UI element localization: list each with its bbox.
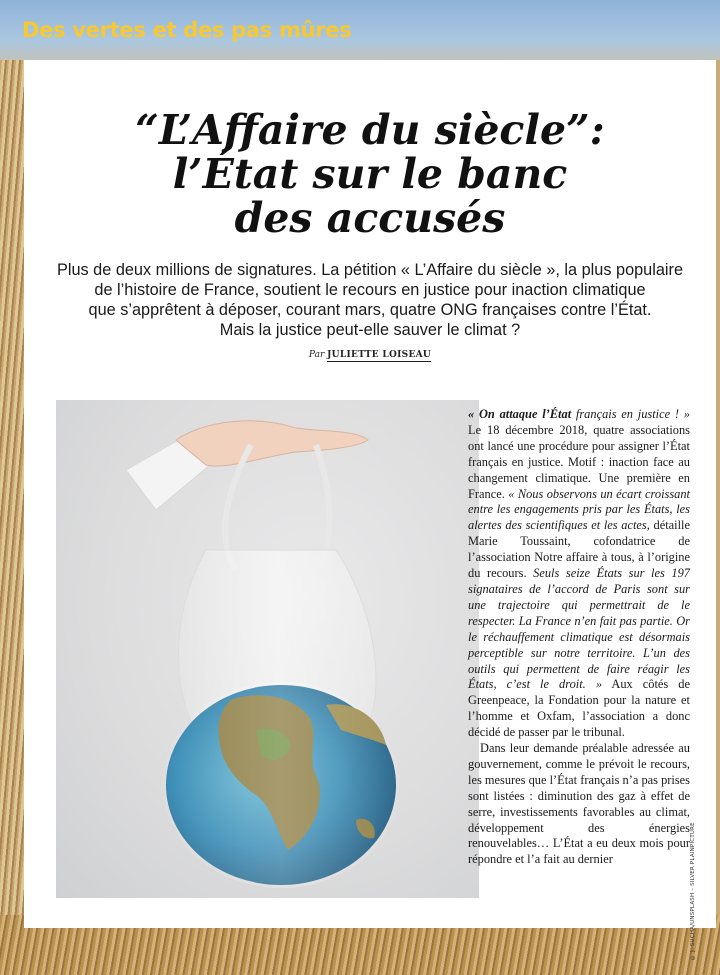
standfirst-line-3: que s’apprêtent à déposer, courant mars, quatre ONG françaises contre l’État.: [88, 301, 652, 319]
paragraph-1: [468, 407, 690, 741]
background-wheat-field-left: [0, 60, 24, 915]
paragraph-1-quote-1: « Nous observons un écart croissant entre les engagements pris par les États, les alertes des scientifiques et les actes,: [468, 486, 690, 533]
headline: [24, 108, 716, 240]
byline-prefix: Par: [308, 350, 325, 360]
paragraph-1-part-b: Le 18 décembre 2018, quatre associations ont lancé une procédure pour assigner l’État français en justice. Motif : inaction face au changement climatique. Une première en France.: [468, 422, 690, 501]
standfirst: [44, 260, 696, 340]
article-photo: [56, 400, 479, 898]
paragraph-2: Dans leur demande préalable adressée au gouvernement, comme le prévoit le recours, les mesures que l’État français n’a pas prises sont listées : diminution des gaz à effet de serre, investissements favorables au climat, développement des énergies renouvelables… L’État a eu deux mois pour répondre et l’a fait au dernier: [468, 741, 690, 867]
photo-credit: © J. SUCHA/UNSPLASH – SILVER PLAINPICTURE: [690, 822, 696, 960]
standfirst-line-4: Mais la justice peut-elle sauver le climat ?: [219, 321, 521, 339]
headline-line-1: “L’Affaire du siècle”:: [135, 106, 605, 154]
paragraph-1-lead: « On attaque l’État: [468, 407, 572, 421]
background-wheat-field-right: [716, 60, 720, 915]
paragraph-1-lead-end: français en justice ! »: [571, 407, 690, 421]
article-body: [468, 407, 690, 868]
standfirst-line-1: Plus de deux millions de signatures. La pétition « L’Affaire du siècle », la plus populaire: [56, 261, 683, 279]
paragraph-1-part-f: Aux côtés de Greenpeace, la Fondation pour la nature et l’homme et Oxfam, l’association a donc décidé de passer par le tribunal.: [468, 677, 690, 740]
hand-holding-bag-with-globe-image: [56, 400, 479, 898]
paragraph-1-part-d: détaille Marie Toussaint, cofondatrice de l’association Notre affaire à tous, à l’origine du recours.: [468, 518, 691, 581]
byline: [24, 350, 716, 360]
byline-author: JULIETTE LOISEAU: [327, 350, 432, 360]
paragraph-1-quote-2: Seuls seize États sur les 197 signataires de l’accord de Paris sont sur une trajectoire qui permettrait de le respecter. La France n’en fait pas partie. Or le réchauffement climatique est désormais perceptible sur notre territoire. L’un des outils qui permettent de faire réagir les États, c’est le droit. »: [468, 566, 690, 692]
section-rubric: Des vertes et des pas mûres: [22, 18, 352, 42]
headline-line-2: l’État sur le banc: [172, 150, 568, 198]
headline-line-3: des accusés: [234, 194, 506, 242]
standfirst-line-2: de l’histoire de France, soutient le recours en justice pour inaction climatique: [94, 281, 646, 299]
article-page: [24, 60, 716, 960]
